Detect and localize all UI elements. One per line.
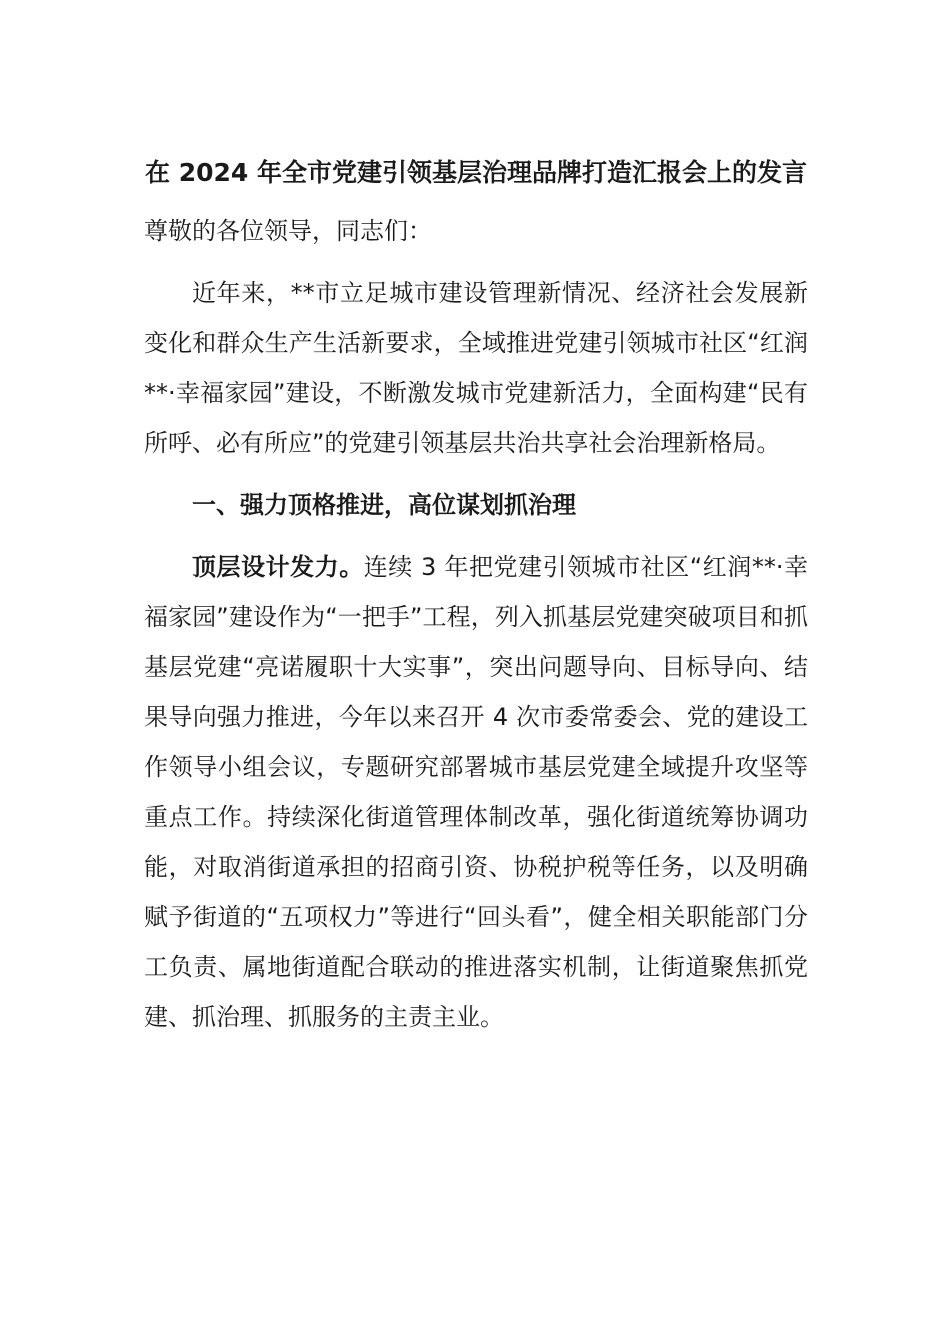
section-heading: 一、强力顶格推进，高位谋划抓治理 [192,491,576,519]
salutation: 尊敬的各位领导，同志们： [144,217,432,245]
paragraph-body: 连续 3 年把党建引领城市社区“红润**·幸福家园”建设作为“一把手”工程，列入抓基层党建突破项目和抓基层党建“亮诺履职十大实事”，突出问题导向、目标导向、结果导向强力推进，今年以来召开 4 次市委常委会、党的建设工作领导小组会议，专题研究部署城市基层党建全域提升攻坚等重点工作。持续深化街道管理体制改革，强化街道统筹协调功能，对取消街道承担的招商引资、协税护税等任务，以及明确赋予街道的“五项权力”等进行“回头看”，健全相关职能部门分工负责、属地街道配合联动的推进落实机制，让街道聚焦抓党建、抓治理、抓服务的主责主业。 [144,553,809,1031]
paragraph-lead: 顶层设计发力。 [192,553,364,581]
intro-paragraph: 近年来，**市立足城市建设管理新情况、经济社会发展新变化和群众生产生活新要求，全域推进党建引领城市社区“红润**·幸福家园”建设，不断激发城市党建新活力，全面构建“民有所呼、必有所应”的党建引领基层共治共享社会治理新格局。 [144,279,808,457]
document-title: 在 2024 年全市党建引领基层治理品牌打造汇报会上的发言 [145,158,807,187]
document-body [144,148,808,1054]
section-paragraph [144,542,808,1042]
